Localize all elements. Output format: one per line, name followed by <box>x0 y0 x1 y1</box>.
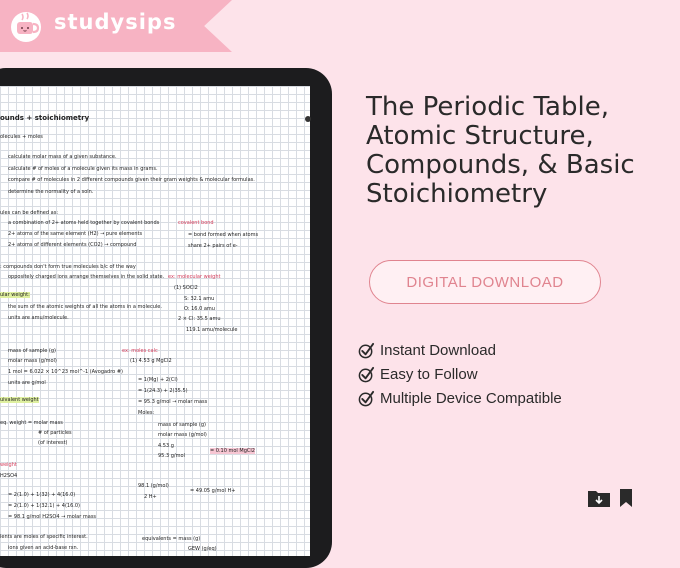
feature-item <box>358 386 562 410</box>
note-line: 98.1 (g/mol) <box>138 483 169 489</box>
note-line: the sum of the atomic weights of all the atoms in a molecule. <box>8 304 162 310</box>
checkmark-circle-icon <box>358 366 375 383</box>
checkmark-circle-icon <box>358 390 375 407</box>
note-line: compare # of molecules in 2 different compounds given their gram weights & molecular formulas. <box>8 177 255 183</box>
note-line: lents are moles of specific interest. <box>0 534 88 540</box>
note-line: equivalents = mass (g) <box>142 536 201 542</box>
note-line: = 49.05 g/mol H+ <box>190 488 236 494</box>
note-line: calculate # of moles of a molecule given its mass in grams. <box>8 166 158 172</box>
note-line: share 2+ pairs of e- <box>188 243 238 249</box>
coffee-cup-icon <box>8 9 46 43</box>
feature-label: Instant Download <box>380 341 496 359</box>
note-label: weight <box>0 462 17 468</box>
product-title-line: The Periodic Table, <box>366 92 609 122</box>
note-line: olecules + moles <box>0 134 43 140</box>
note-line: O: 16.0 amu <box>184 306 215 312</box>
note-line: # of particles <box>38 430 72 436</box>
product-title <box>366 93 635 209</box>
notes-screen <box>0 86 310 556</box>
feature-label: Multiple Device Compatible <box>380 389 562 407</box>
feature-label: Easy to Follow <box>380 365 478 383</box>
note-heading: ular weight: <box>0 292 30 298</box>
note-line: 1 mol = 6.022 × 10^23 mol^-1 (Avogadro #) <box>8 369 123 375</box>
note-line: S: 32.1 amu <box>184 296 215 302</box>
note-line: calculate molar mass of a given substance. <box>8 154 117 160</box>
note-line: = 2(1.0) + 1(32) + 4(16.0) <box>8 492 76 498</box>
note-line: eq. weight = molar mass <box>0 420 63 426</box>
note-line: 4.53 g <box>158 443 174 449</box>
note-line: ules can be defined as: <box>0 210 59 216</box>
note-label: covalent bond <box>178 220 214 226</box>
note-line: 2+ atoms of different elements (CO2) → compound <box>8 242 137 248</box>
product-title-line: Stoichiometry <box>366 179 548 209</box>
note-line: 2 H+ <box>144 494 157 500</box>
note-line: units are amu/molecule. <box>8 315 69 321</box>
feature-item <box>358 338 562 362</box>
product-title-line: Atomic Structure, <box>366 121 594 151</box>
camera-dot <box>305 116 311 122</box>
note-line: = 95.3 g/mol → molar mass <box>138 399 208 405</box>
note-result: = 0.10 mol MgCl2 <box>210 448 255 454</box>
note-line: = bond formed when atoms <box>188 232 259 238</box>
note-line: = 1(24.3) + 2(35.5) <box>138 388 188 394</box>
note-line: ions given an acid-base rxn. <box>8 545 79 551</box>
note-line: 95.3 g/mol <box>158 453 185 459</box>
note-line: H2SO4 <box>0 473 18 479</box>
note-line: = 2(1.0) + 1(32.1) + 4(16.0) <box>8 503 80 509</box>
note-line: (1) SOCl2 <box>174 285 198 291</box>
checkmark-circle-icon <box>358 342 375 359</box>
note-heading: uivalent weight <box>0 397 39 403</box>
note-line: : compounds don't form true molecules b/c of the way <box>0 264 136 270</box>
note-line: mass of sample (g) <box>8 348 56 354</box>
note-line: determine the normality of a soln. <box>8 189 94 195</box>
note-line: = 1(Mg) + 2(Cl) <box>138 377 178 383</box>
note-label: ex: molecular weight <box>168 274 221 280</box>
feature-item <box>358 362 562 386</box>
note-line: (of interest) <box>38 440 68 446</box>
feature-list <box>358 338 562 410</box>
note-line: mass of sample (g) <box>158 422 206 428</box>
note-line: molar mass (g/mol) <box>8 358 57 364</box>
note-line: 2+ atoms of the same element (H2) → pure elements <box>8 231 143 237</box>
note-line: = 98.1 g/mol H2SO4 → molar mass <box>8 514 97 520</box>
note-title: ounds + stoichiometry <box>0 114 90 122</box>
note-line: a combination of 2+ atoms held together by covalent bonds <box>8 220 160 226</box>
note-line: 2 × Cl: 35.5 amu <box>178 316 221 322</box>
product-title-line: Compounds, & Basic <box>366 150 635 180</box>
note-line: oppositely charged ions arrange themselves in the solid state. <box>8 274 165 280</box>
bookmark-icon <box>619 488 633 508</box>
note-line: GEW (g/eq) <box>188 546 217 552</box>
note-label: ex: moles calc <box>122 348 158 354</box>
note-line: (1) 4.53 g MgCl2 <box>130 358 172 364</box>
note-line: 119.1 amu/molecule <box>186 327 238 333</box>
note-line: units are g/mol <box>8 380 46 386</box>
digital-download-button[interactable]: DIGITAL DOWNLOAD <box>369 260 601 304</box>
brand-name: studysips <box>54 10 177 34</box>
note-line: molar mass (g/mol) <box>158 432 207 438</box>
download-folder-icon <box>587 488 611 508</box>
tablet-device <box>0 68 332 568</box>
note-line: Moles: <box>138 410 155 416</box>
